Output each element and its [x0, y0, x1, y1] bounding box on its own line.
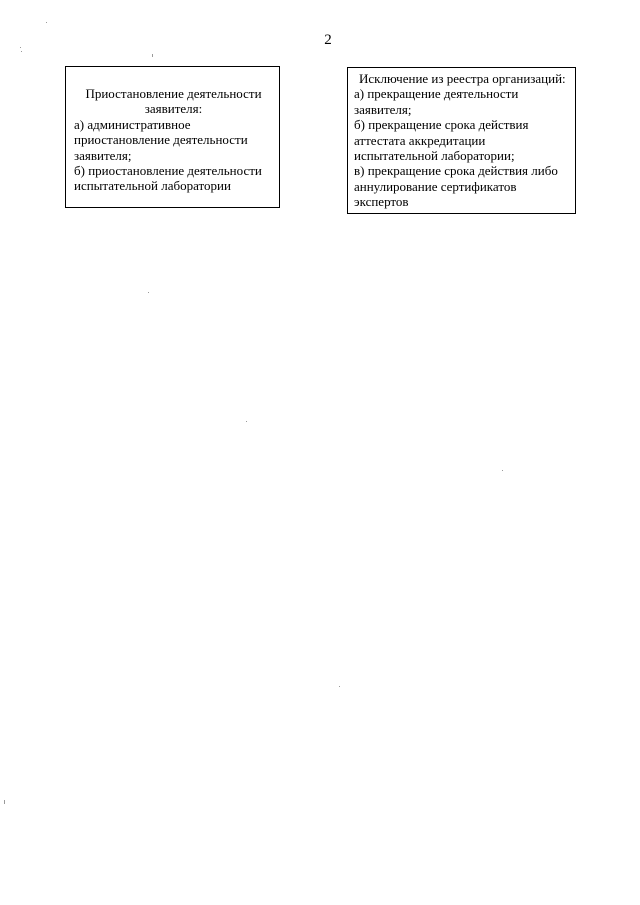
scan-speck: [246, 421, 247, 422]
registry-exclusion-line: аннулирование сертификатов: [354, 178, 517, 194]
registry-exclusion-box: [347, 67, 576, 214]
registry-exclusion-box-title: Исключение из реестра организаций:: [359, 71, 566, 86]
scan-speck: [148, 292, 149, 293]
scan-speck: [46, 22, 47, 23]
registry-exclusion-line: экспертов: [354, 194, 409, 210]
suspension-line: заявителя;: [74, 147, 132, 163]
registry-exclusion-line: испытательной лаборатории;: [354, 148, 515, 164]
registry-exclusion-line: аттестата аккредитации: [354, 132, 486, 148]
suspension-title-line-2: заявителя:: [144, 101, 203, 117]
scan-speck: [152, 54, 153, 57]
suspension-box-title: [74, 86, 273, 117]
suspension-title-line-1: Приостановление деятельности: [85, 86, 262, 101]
suspension-line: приостановление деятельности: [74, 132, 248, 148]
scan-speck: [4, 800, 5, 804]
suspension-line: а) административное: [74, 116, 191, 132]
page-number: 2: [324, 32, 332, 48]
scan-speck: [339, 686, 340, 687]
suspension-line: б) приостановление деятельности: [74, 163, 262, 179]
suspension-box: [65, 66, 280, 208]
scan-speck: [21, 51, 22, 52]
scan-speck: [502, 470, 503, 471]
registry-exclusion-line: в) прекращение срока действия либо: [354, 163, 558, 179]
scan-speck: [20, 47, 21, 48]
registry-exclusion-line: а) прекращение деятельности: [354, 86, 519, 102]
suspension-line: испытательной лаборатории: [74, 178, 231, 194]
registry-exclusion-line: б) прекращение срока действия: [354, 117, 529, 133]
registry-exclusion-line: заявителя;: [354, 101, 412, 117]
